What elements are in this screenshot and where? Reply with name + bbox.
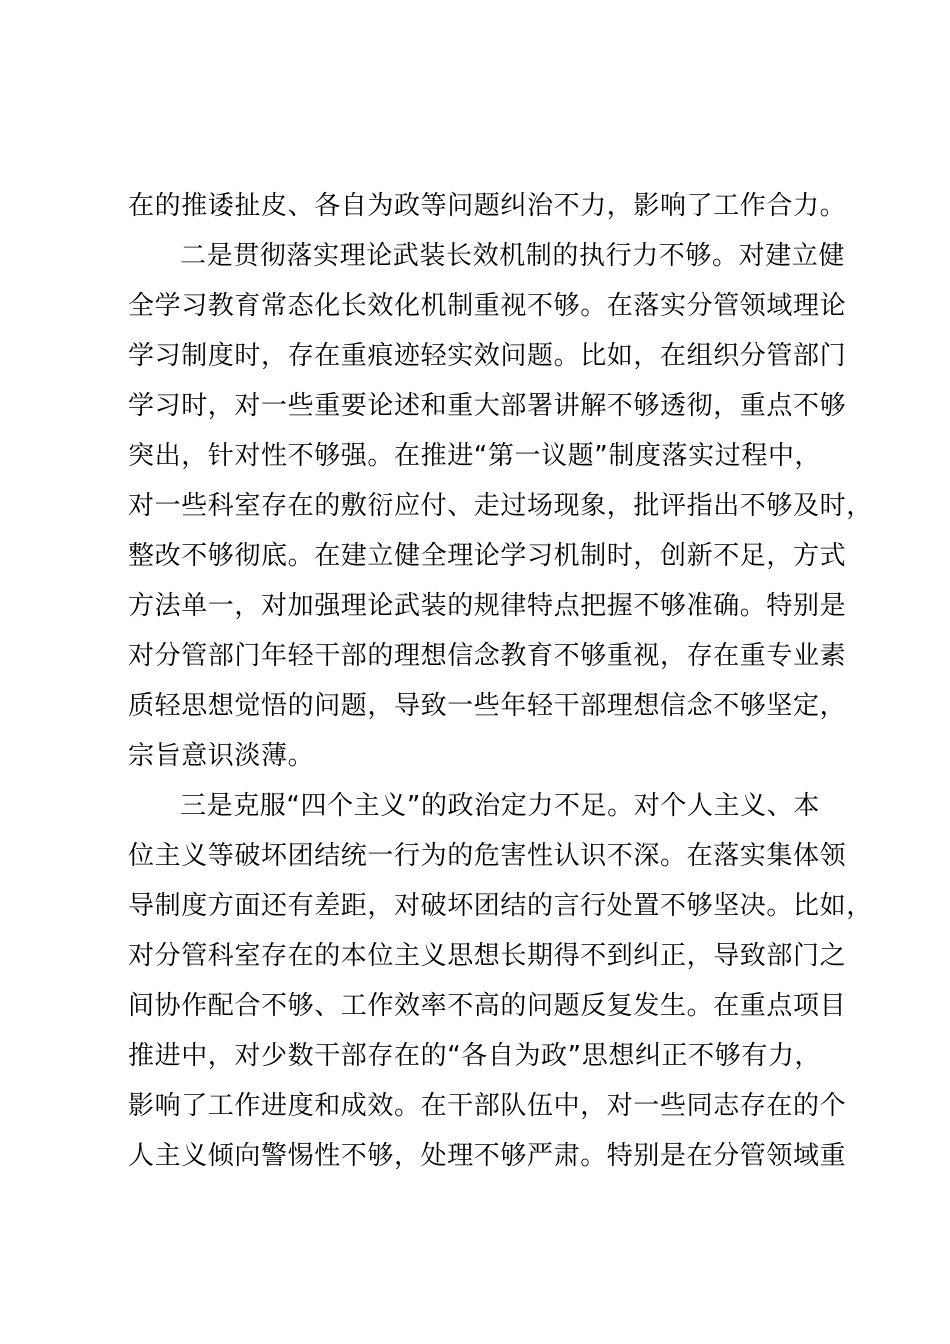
paragraph-line: 宗旨意识淡薄。 <box>128 741 315 771</box>
paragraph-line: 学习时，对一些重要论述和重大部署讲解不够透彻，重点不够 <box>128 391 847 421</box>
paragraph-line: 三是克服“四个主义”的政治定力不足。对个人主义、本 <box>180 791 820 821</box>
paragraph-line: 全学习教育常态化长效化机制重视不够。在落实分管领域理论 <box>128 291 847 321</box>
paragraph-line: 对分管科室存在的本位主义思想长期得不到纠正，导致部门之 <box>128 941 847 971</box>
paragraph-line: 间协作配合不够、工作效率不高的问题反复发生。在重点项目 <box>128 991 847 1021</box>
paragraph-line: 导制度方面还有差距，对破坏团结的言行处置不够坚决。比如， <box>128 891 873 921</box>
paragraph-line: 质轻思想觉悟的问题，导致一些年轻干部理想信念不够坚定， <box>128 691 847 721</box>
paragraph-line: 方法单一，对加强理论武装的规律特点把握不够准确。特别是 <box>128 591 847 621</box>
paragraph-line: 对一些科室存在的敷衍应付、走过场现象，批评指出不够及时， <box>128 491 873 521</box>
paragraph-line: 推进中，对少数干部存在的“各自为政”思想纠正不够有力， <box>128 1041 822 1071</box>
paragraph-line: 学习制度时，存在重痕迹轻实效问题。比如，在组织分管部门 <box>128 341 847 371</box>
paragraph-line: 人主义倾向警惕性不够，处理不够严肃。特别是在分管领域重 <box>128 1141 847 1171</box>
paragraph-line: 影响了工作进度和成效。在干部队伍中，对一些同志存在的个 <box>128 1091 847 1121</box>
paragraph-line: 整改不够彻底。在建立健全理论学习机制时，创新不足，方式 <box>128 541 847 571</box>
paragraph-line: 位主义等破坏团结统一行为的危害性认识不深。在落实集体领 <box>128 841 847 871</box>
paragraph-line: 在的推诿扯皮、各自为政等问题纠治不力，影响了工作合力。 <box>128 191 847 221</box>
paragraph-line: 对分管部门年轻干部的理想信念教育不够重视，存在重专业素 <box>128 641 847 671</box>
paragraph-line: 突出，针对性不够强。在推进“第一议题”制度落实过程中， <box>128 441 822 471</box>
paragraph-line: 二是贯彻落实理论武装长效机制的执行力不够。对建立健 <box>180 241 846 271</box>
